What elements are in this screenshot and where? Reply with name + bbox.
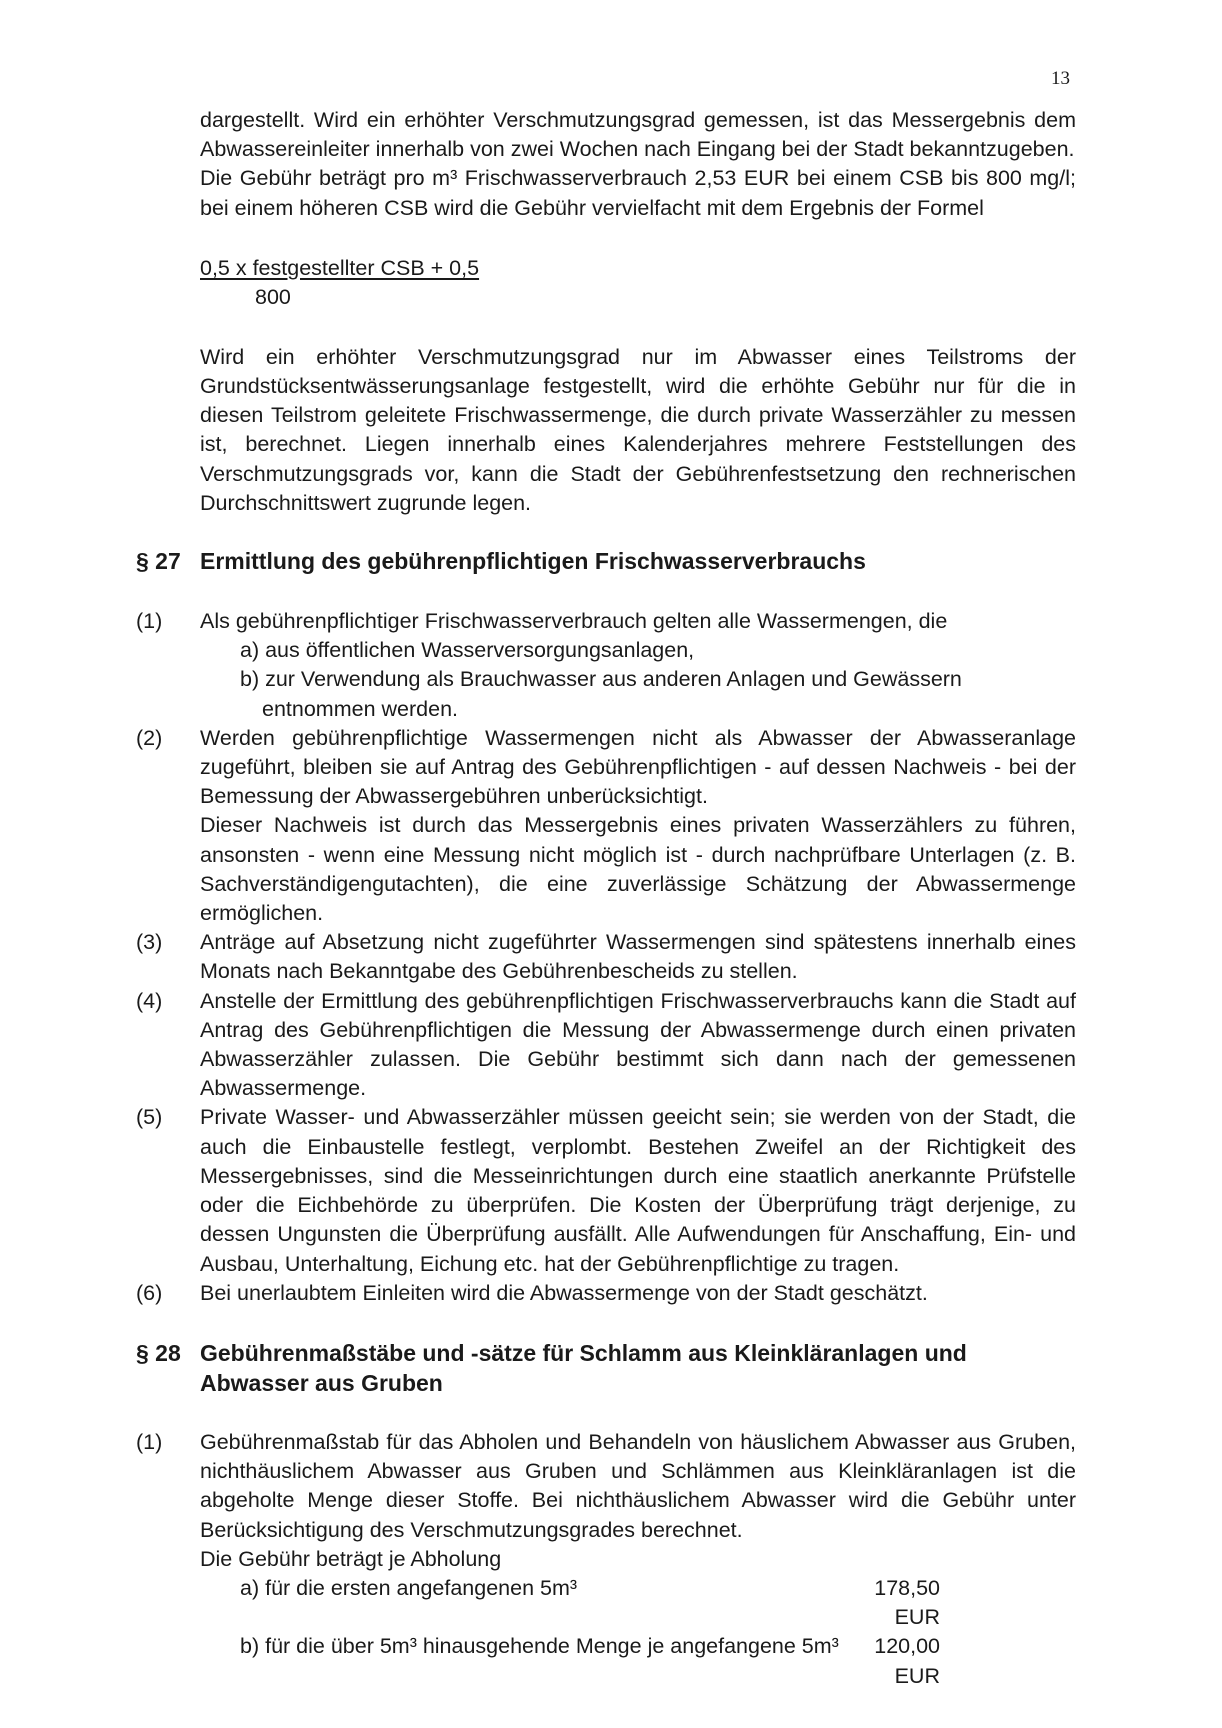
- paragraph-text: Werden gebührenpflichtige Wassermengen nicht als Abwasser der Abwasseranlage zugeführt, bleiben sie auf Antrag des Gebührenpflichtigen - auf dessen Nachweis - bei der Bemessung der Abwassergebühren unberücksichtigt.: [200, 725, 1076, 809]
- formula-numerator: 0,5 x festgestellter CSB + 0,5: [200, 255, 480, 280]
- list-item-b-continued: entnommen werden.: [262, 696, 458, 721]
- paragraph-text: Gebührenmaßstab für das Abholen und Behandeln von häuslichem Abwasser aus Gruben, nichthäuslichem Abwasser aus Gruben und Schlämmen aus Kleinkläranlagen ist die abgeholte Menge dieser Stoffe. Bei nichthäuslichem Abwasser wird die Gebühr unter Berücksichtigung des Verschmutzungsgrades berechnet.: [200, 1429, 1076, 1542]
- paragraph-text: Als gebührenpflichtiger Frischwasserverbrauch gelten alle Wassermengen, die: [200, 609, 948, 634]
- paragraph-1: [136, 607, 1076, 724]
- paragraph-2: [136, 724, 1076, 928]
- list-item-b: b) zur Verwendung als Brauchwasser aus anderen Anlagen und Gewässern: [240, 667, 962, 692]
- paragraph-3: [136, 928, 1076, 986]
- paragraph-5: [136, 1103, 1076, 1278]
- paragraph-number: (3): [136, 930, 163, 955]
- paragraph-number: (1): [136, 609, 163, 634]
- paragraph-text: Bei unerlaubtem Einleiten wird die Abwassermenge von der Stadt geschätzt.: [200, 1280, 928, 1305]
- paragraph-text: Private Wasser- und Abwasserzähler müssen geeicht sein; sie werden von der Stadt, die auch die Einbaustelle festlegt, verplombt. Bestehen Zweifel an der Richtigkeit des Messergebnisses, sind die Messeinrichtungen durch eine staatlich anerkannte Prüfstelle oder die Eichbehörde zu überprüfen. Die Kosten der Überprüfung trägt derjenige, zu dessen Ungunsten die Überprüfung ausfällt. Alle Aufwendungen für Anschaffung, Ein- und Ausbau, Unterhaltung, Eichung etc. hat der Gebührenpflichtige zu tragen.: [200, 1105, 1076, 1276]
- paragraph-text-2: Dieser Nachweis ist durch das Messergebnis eines privaten Wasserzählers zu führen, ansonsten - wenn eine Messung nicht möglich ist - durch nachprüfbare Unterlagen (z. B. Sachverständigengutachten), die eine zuverlässige Schätzung der Abwassermenge ermöglichen.: [200, 813, 1076, 926]
- paragraph-number: (4): [136, 988, 163, 1013]
- fee-label: a) für die ersten angefangenen 5m³: [240, 1575, 578, 1600]
- section-28-paragraph-1: [136, 1428, 1076, 1691]
- fee-row-b: [200, 1632, 1076, 1690]
- paragraph-4: [136, 987, 1076, 1104]
- paragraph-text: Anträge auf Absetzung nicht zugeführter Wassermengen sind spätestens innerhalb eines Monats nach Bekanntgabe des Gebührenbescheids zu stellen.: [200, 930, 1076, 984]
- paragraph-number: (5): [136, 1105, 163, 1130]
- fee-amount: 178,50 EUR: [874, 1575, 940, 1630]
- fee-amount: 120,00 EUR: [874, 1634, 940, 1688]
- continuation-paragraph: dargestellt. Wird ein erhöhter Verschmutzungsgrad gemessen, ist das Messergebnis dem Abwassereinleiter innerhalb von zwei Wochen nach Eingang bei der Stadt bekanntzugeben.: [200, 108, 1076, 162]
- section-number: § 27: [136, 548, 181, 575]
- paragraph-text: Anstelle der Ermittlung des gebührenpflichtigen Frischwasserverbrauchs kann die Stadt auf Antrag des Gebührenpflichtigen die Messung der Abwassermenge durch einen privaten Abwasserzähler zulassen. Die Gebühr bestimmt sich dann nach der gemessenen Abwassermenge.: [200, 988, 1076, 1101]
- page-number: 13: [1051, 68, 1070, 89]
- fee-label: b) für die über 5m³ hinausgehende Menge je angefangene 5m³: [240, 1634, 839, 1659]
- paragraph-number: (6): [136, 1280, 163, 1305]
- section-number: § 28: [136, 1339, 181, 1366]
- page-content: [136, 106, 1076, 1691]
- section-title: Gebührenmaßstäbe und -sätze für Schlamm aus Kleinkläranlagen und Abwasser aus Gruben: [200, 1339, 967, 1396]
- paragraph-number: (2): [136, 725, 163, 750]
- csb-formula: [136, 254, 1076, 312]
- paragraph-6: [136, 1279, 1076, 1308]
- paragraph-number: (1): [136, 1429, 163, 1454]
- fee-row-a: [200, 1574, 1076, 1632]
- section-28-heading: [136, 1338, 1076, 1398]
- fee-intro: Die Gebühr beträgt je Abholung: [200, 1546, 502, 1571]
- section-title: Ermittlung des gebührenpflichtigen Frischwasserverbrauchs: [200, 548, 866, 575]
- fee-paragraph: Die Gebühr beträgt pro m³ Frischwasserverbrauch 2,53 EUR bei einem CSB bis 800 mg/l; bei einem höheren CSB wird die Gebühr vervielfacht mit dem Ergebnis der Formel: [200, 166, 1076, 220]
- teilstrom-paragraph: Wird ein erhöhter Verschmutzungsgrad nur im Abwasser eines Teilstroms der Grundstücksentwässerungsanlage festgestellt, wird die erhöhte Gebühr nur für die in diesen Teilstrom geleitete Frischwassermenge, die durch private Wasserzähler zu messen ist, berechnet. Liegen innerhalb eines Kalenderjahres mehrere Feststellungen des Verschmutzungsgrads vor, kann die Stadt der Gebührenfestsetzung den rechnerischen Durchschnittswert zugrunde legen.: [200, 344, 1076, 515]
- list-item-a: a) aus öffentlichen Wasserversorgungsanlagen,: [240, 638, 695, 663]
- section-27-heading: [136, 546, 1076, 576]
- formula-denominator: 800: [255, 284, 291, 309]
